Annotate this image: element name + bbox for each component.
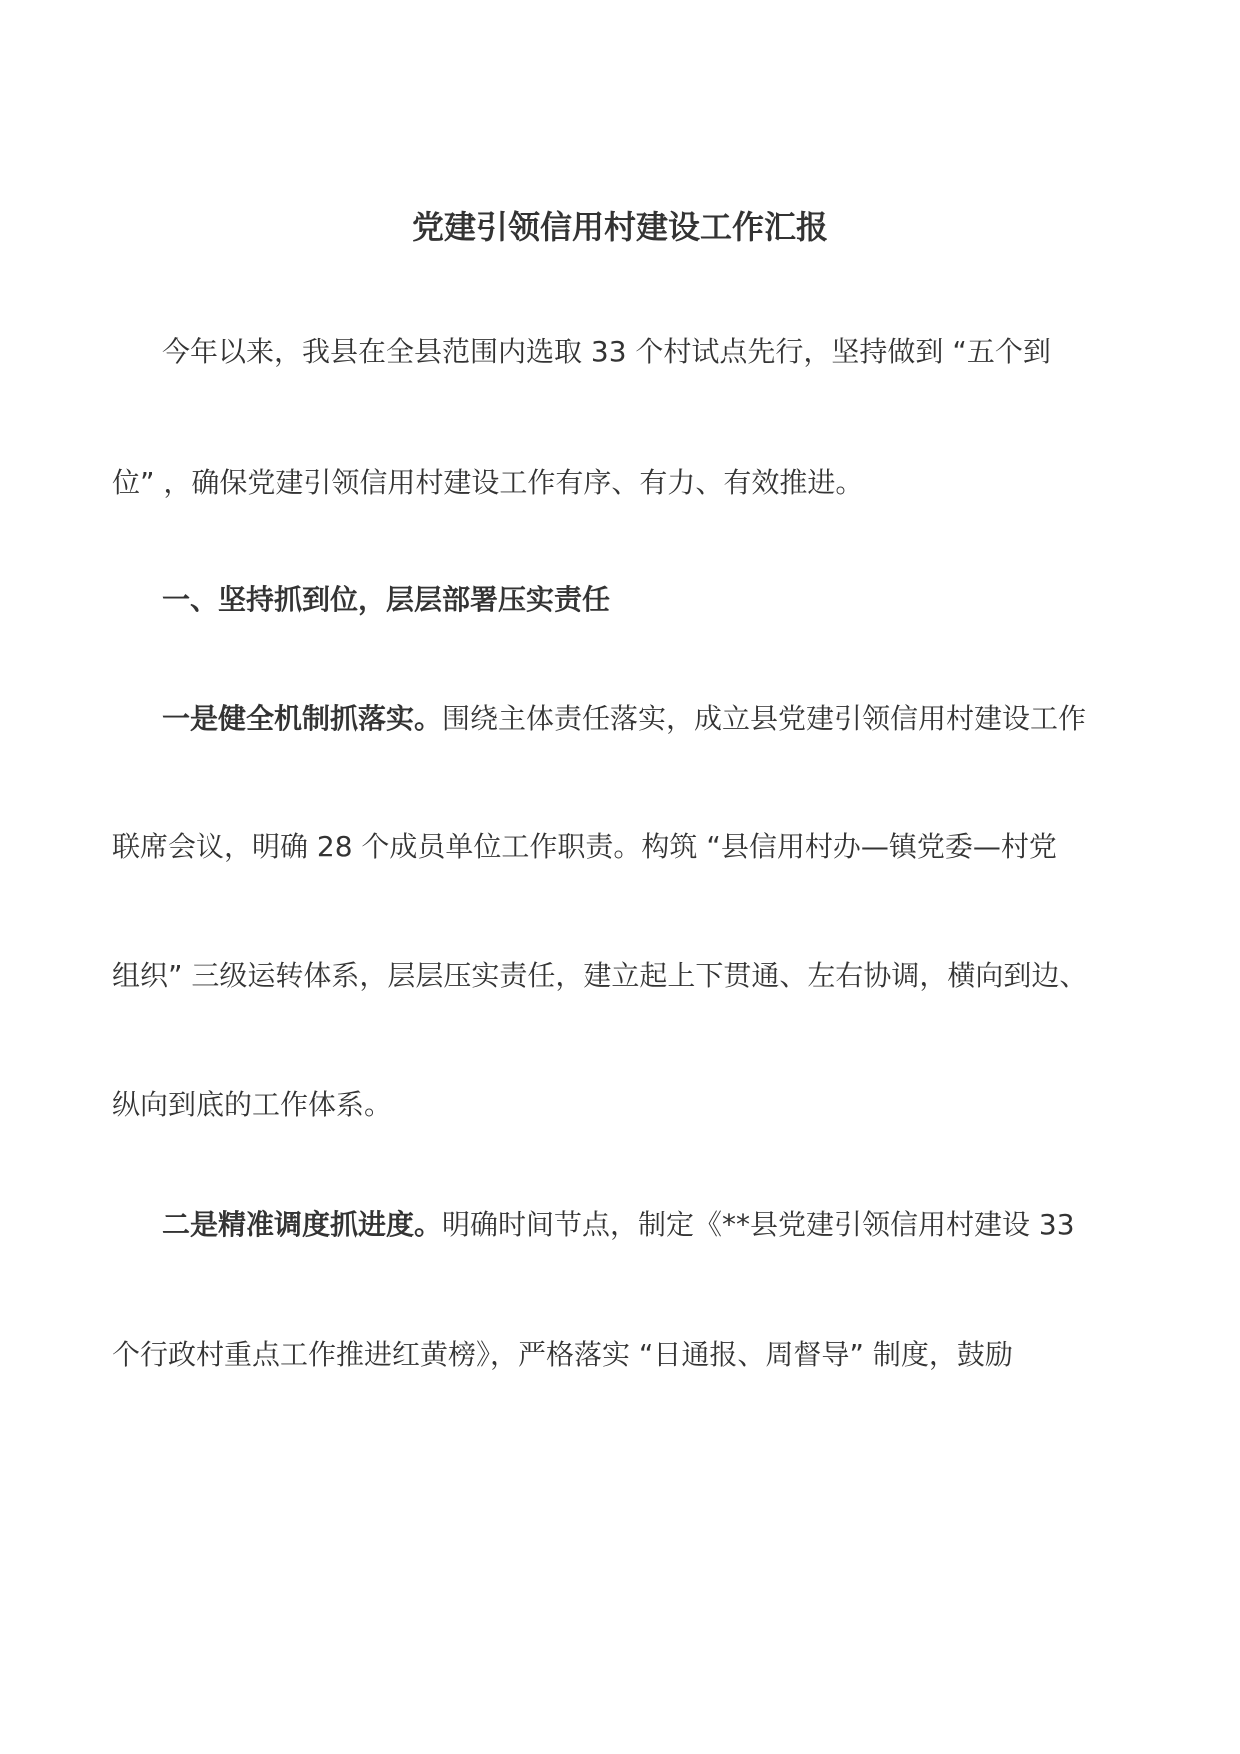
item-2-line-2: 个行政村重点工作推进红黄榜》，严格落实 “日通报、周督导” 制度，鼓励 — [112, 1338, 1013, 1371]
item-1-line-2: 联席会议，明确 28 个成员单位工作职责。构筑 “县信用村办—镇党委—村党 — [112, 830, 1057, 863]
item-1-line-4: 纵向到底的工作体系。 — [112, 1088, 393, 1121]
item-1-line-1 — [162, 699, 1202, 739]
intro-line-2: 位” ，确保党建引领信用村建设工作有序、有力、有效推进。 — [112, 466, 864, 499]
item-2-line-1 — [162, 1205, 1202, 1245]
intro-line-1: 今年以来，我县在全县范围内选取 33 个村试点先行，坚持做到 “五个到 — [162, 335, 1051, 368]
section-1-heading: 一、坚持抓到位，层层部署压实责任 — [162, 583, 611, 616]
item-1-line-3: 组织” 三级运转体系，层层压实责任，建立起上下贯通、左右协调，横向到边、 — [112, 959, 1088, 992]
item-1-text: 围绕主体责任落实，成立县党建引领信用村建设工作 — [442, 702, 1087, 735]
item-2-text: 明确时间节点，制定《**县党建引领信用村建设 33 — [442, 1208, 1075, 1241]
document-title: 党建引领信用村建设工作汇报 — [411, 208, 828, 246]
item-2-lead: 二是精准调度抓进度。 — [162, 1208, 443, 1241]
item-1-lead: 一是健全机制抓落实。 — [162, 702, 443, 735]
